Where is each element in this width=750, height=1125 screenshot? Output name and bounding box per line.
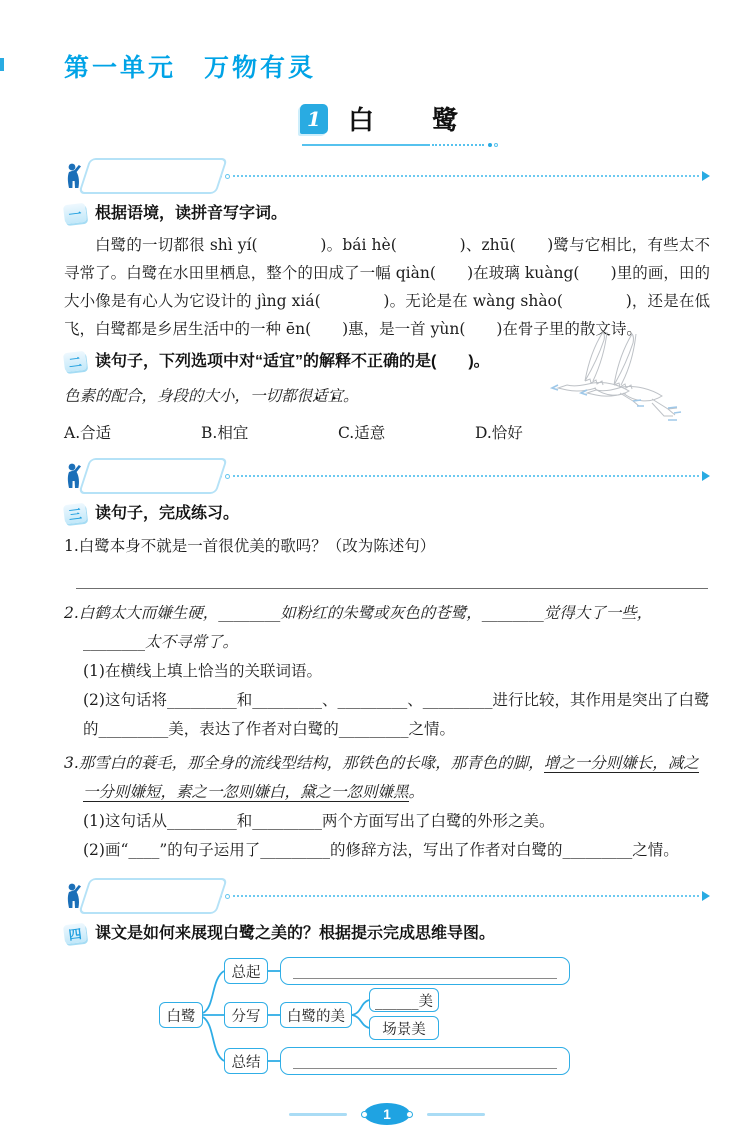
mindmap-subnode-beauty: 白鹭的美 [280, 1002, 352, 1028]
footer-ring-left [361, 1111, 368, 1118]
mindmap-branch-detail: 分写 [224, 1002, 268, 1028]
emphasized-word: 适宜 • • [312, 387, 343, 405]
mindmap-fillin-box-top [280, 957, 570, 985]
mindmap [64, 955, 710, 1095]
question-number-note: 一 [63, 203, 87, 225]
section-banner-words [64, 161, 710, 191]
lesson-number-badge: 1 [300, 104, 328, 134]
question-number-note: 四 [63, 923, 87, 945]
question-three [64, 501, 710, 527]
exercise-item-1: 1.白鹭本身不就是一首很优美的歌吗？（改为陈述句） [64, 537, 436, 555]
sentence-period: 。 [343, 387, 359, 405]
arrow-icon [702, 891, 710, 901]
question-three-stem: 读句子，完成练习。 [95, 505, 240, 522]
write-in-line [293, 1068, 557, 1069]
lesson-header [300, 100, 474, 147]
question-number-note: 三 [63, 503, 87, 525]
footer-ring-right [406, 1111, 413, 1118]
trim-mark [0, 58, 4, 71]
question-one-stem: 根据语境，读拼音写字词。 [95, 205, 288, 222]
mindmap-branch-opening: 总起 [224, 958, 268, 984]
item-3-text: 3.那雪白的蓑毛，那全身的流线型结构，那铁色的长喙，那青色的脚， [64, 754, 544, 772]
sentence-text: 色素的配合，身段的大小，一切都很 [64, 387, 313, 405]
arrow-icon [702, 171, 710, 181]
arrow-icon [702, 471, 710, 481]
lesson-title: 白 鹭 [347, 105, 474, 135]
question-one [64, 201, 710, 227]
option-a: A.合适 [64, 424, 112, 442]
mindmap-leaf-blank: ______美 [369, 988, 439, 1012]
mindmap-branch-summary: 总结 [224, 1048, 268, 1074]
answer-blank-line [76, 563, 708, 589]
option-b: B.相宜 [201, 424, 249, 442]
exercise-item-2: 2.白鹤太大而嫌生硬，________如粉红的朱鹭或灰色的苍鹭，________觉得大了一些，________太不寻常了。 [64, 604, 653, 651]
page-footer [64, 1103, 710, 1125]
mindmap-fillin-box-bottom [280, 1047, 570, 1075]
section-label: 字词积累练 [88, 161, 206, 191]
unit-title: 第一单元 万物有灵 [64, 54, 317, 82]
question-four [64, 921, 710, 947]
banner-trail [216, 891, 710, 901]
item-2-sub-2: (2)这句话将_________和_________、_________、_________进行比较，其作用是突出了白鹭的_________美，表达了作者对白鹭的_________之情。 [83, 691, 710, 738]
footer-line-right [427, 1113, 485, 1116]
item-2-sub-1: (1)在横线上填上恰当的关联词语。 [83, 662, 322, 680]
item-3-period: 。 [408, 783, 425, 801]
lesson-underline [302, 143, 517, 147]
egret-illustration [548, 324, 706, 426]
item-3-underlined-text: 增之一分则嫌长，减之一分则嫌短，素之一忽则嫌白，黛之一忽则嫌黑 [83, 754, 699, 801]
pinyin-passage: 白鹭的一切都很 shì yí( )。bái hè( )、zhū( )鹭与它相比，有些太不寻常了。白鹭在水田里栖息，整个的田成了一幅 qiàn( )在玻璃 kuàng( )里的画，田的大小像是有心人为它设计的 jìng xiá( )。无论是在 wàng shào( )，还是在低飞，白鹭都是乡居生活中的一种 ēn( )惠，是一首 yùn( )在骨子里的散文诗。 [64, 236, 710, 338]
footer-line-left [289, 1113, 347, 1116]
question-two-stem: 读句子，下列选项中对“适宜”的解释不正确的是( )。 [95, 353, 490, 370]
section-banner-passage [64, 881, 710, 911]
write-in-line [293, 978, 557, 979]
mindmap-leaf-scene: 场景美 [369, 1016, 439, 1040]
mindmap-root-node: 白鹭 [159, 1002, 203, 1028]
page-number: 1 [364, 1103, 410, 1125]
item-3-sub-2: (2)画“____”的句子运用了_________的修辞方法，写出了作者对白鹭的_________之情。 [83, 841, 679, 859]
option-d: D.恰好 [475, 424, 523, 442]
section-label: 语句应用练 [88, 461, 206, 491]
section-banner-sentences [64, 461, 710, 491]
item-3-sub-1: (1)这句话从_________和_________两个方面写出了白鹭的外形之美。 [83, 812, 555, 830]
question-number-note: 二 [63, 351, 87, 373]
section-label: 篇章感悟练 [88, 881, 206, 911]
banner-trail [216, 471, 710, 481]
exercise-item-3 [64, 749, 710, 807]
banner-trail [216, 171, 710, 181]
question-four-stem: 课文是如何来展现白鹭之美的？根据提示完成思维导图。 [95, 925, 496, 942]
option-c: C.适意 [338, 424, 386, 442]
